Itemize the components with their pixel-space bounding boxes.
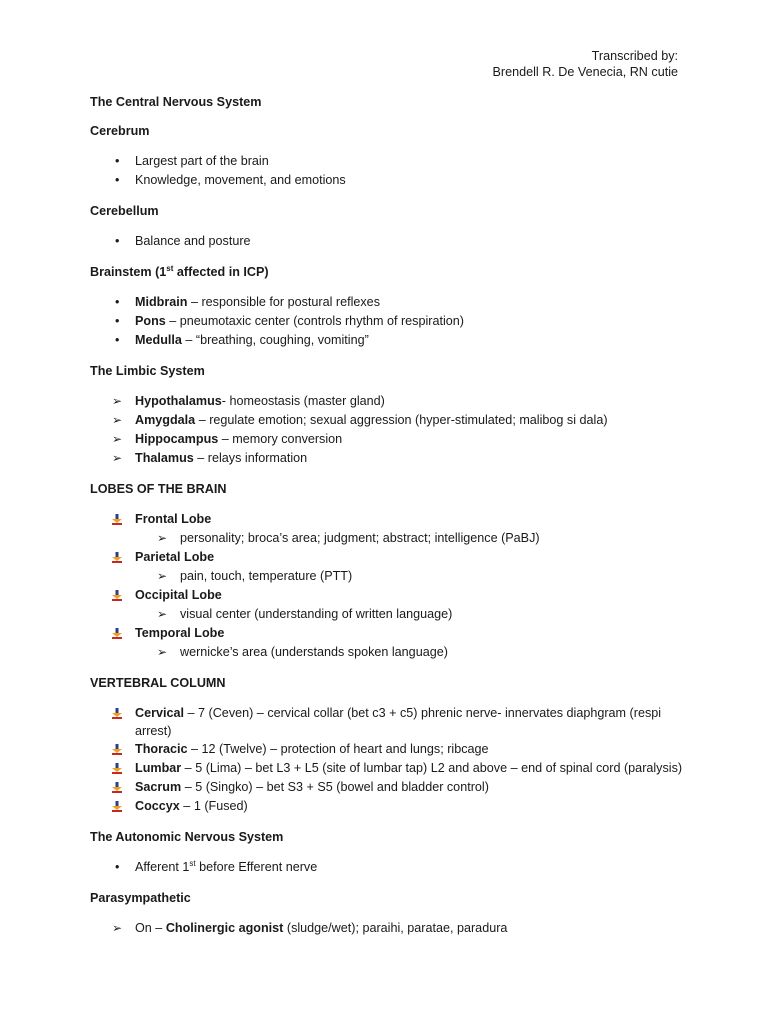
term: Temporal Lobe: [135, 626, 225, 640]
desc: – 5 (Lima) – bet L3 + L5 (site of lumbar tap) L2 and above – end of spinal cord (paralysis): [181, 761, 683, 775]
desc: – 7 (Ceven) – cervical collar (bet c3 + c5) phrenic nerve- innervates diaphgram (respi arrest): [135, 706, 662, 738]
list-item: [90, 293, 690, 312]
list-item: [90, 797, 690, 816]
list-item: • Knowledge, movement, and emotions: [90, 171, 690, 190]
ans-text-a: Afferent 1: [135, 860, 190, 874]
heading-cerebrum: Cerebrum: [90, 124, 150, 138]
term: Hippocampus: [135, 432, 219, 446]
term: Coccyx: [135, 799, 180, 813]
desc: – pneumotaxic center (controls rhythm of respiration): [165, 314, 464, 328]
desc: – “breathing, coughing, vomiting”: [181, 333, 369, 347]
notes-content: [90, 94, 690, 951]
sub-item: ➢ pain, touch, temperature (PTT): [90, 567, 690, 586]
term: Occipital Lobe: [135, 588, 222, 602]
term: Pons: [135, 314, 166, 328]
brainstem-list: [90, 293, 690, 350]
desc: – 5 (Singko) – bet S3 + S5 (bowel and bladder control): [181, 780, 489, 794]
list-item: [90, 858, 690, 877]
term: Amygdala: [135, 413, 196, 427]
term: Cholinergic agonist: [165, 921, 284, 935]
list-item: [90, 778, 690, 797]
transcriber-name: Brendell R. De Venecia, RN cutie: [492, 65, 678, 79]
ans-text-sup: st: [189, 858, 196, 868]
transcriber-label: Transcribed by:: [591, 49, 678, 63]
list-item: [90, 586, 690, 605]
transcriber-header: [493, 48, 679, 80]
brainstem-title-sup: st: [166, 263, 174, 273]
ans-text-b: before Efferent nerve: [195, 860, 318, 874]
desc: – relays information: [193, 451, 308, 465]
list-item: [90, 312, 690, 331]
term: Parietal Lobe: [135, 550, 215, 564]
term: Sacrum: [135, 780, 182, 794]
list-item: [90, 411, 690, 430]
term: Thalamus: [135, 451, 194, 465]
bullet-arrow-icon: [112, 801, 123, 812]
bullet-arrow-icon: [112, 763, 123, 774]
desc: - homeostasis (master gland): [221, 394, 385, 408]
vertebral-list: [90, 704, 690, 816]
section-title-lobes: LOBES OF THE BRAIN: [90, 482, 227, 496]
list-item: [90, 624, 690, 643]
cerebellum-list: [90, 232, 690, 251]
term: Medulla: [135, 333, 182, 347]
desc: – responsible for postural reflexes: [187, 295, 380, 309]
term: Lumbar: [135, 761, 182, 775]
desc: – 1 (Fused): [179, 799, 248, 813]
parasympathetic-list: [90, 919, 690, 938]
list-item: [90, 331, 690, 350]
heading-cerebellum: Cerebellum: [90, 204, 159, 218]
section-title-vertebral: VERTEBRAL COLUMN: [90, 676, 226, 690]
bullet-arrow-icon: [112, 782, 123, 793]
list-item: [90, 759, 690, 778]
list-item: • Largest part of the brain: [90, 152, 690, 171]
sub-item: ➢ personality; broca’s area; judgment; abstract; intelligence (PaBJ): [90, 529, 690, 548]
term: Hypothalamus: [135, 394, 222, 408]
desc: – memory conversion: [218, 432, 343, 446]
list-item: [90, 392, 690, 411]
list-item: [90, 430, 690, 449]
brainstem-title-a: Brainstem (1: [90, 265, 167, 279]
list-item: • Balance and posture: [90, 232, 690, 251]
section-title-ans: The Autonomic Nervous System: [90, 830, 284, 844]
list-item: [90, 548, 690, 567]
desc: – regulate emotion; sexual aggression (hyper-stimulated; malibog si dala): [195, 413, 608, 427]
lobes-list: [90, 510, 690, 662]
bullet-arrow-icon: [112, 590, 123, 601]
sub-item: ➢ wernicke’s area (understands spoken language): [90, 643, 690, 662]
heading-brainstem: [90, 264, 690, 280]
term: Frontal Lobe: [135, 512, 212, 526]
list-item: [90, 740, 690, 759]
term: Cervical: [135, 706, 185, 720]
list-item: [90, 704, 690, 740]
bullet-arrow-icon: [112, 628, 123, 639]
term: Midbrain: [135, 295, 188, 309]
heading-parasympathetic: Parasympathetic: [90, 891, 191, 905]
desc: – 12 (Twelve) – protection of heart and lungs; ribcage: [187, 742, 489, 756]
bullet-arrow-icon: [112, 708, 123, 719]
section-title-limbic: The Limbic System: [90, 364, 205, 378]
list-item: [90, 449, 690, 468]
list-item: [90, 510, 690, 529]
prefix: On –: [135, 921, 166, 935]
cerebrum-list: [90, 152, 690, 190]
bullet-arrow-icon: [112, 744, 123, 755]
desc: (sludge/wet); paraihi, paratae, paradura: [283, 921, 508, 935]
term: Thoracic: [135, 742, 188, 756]
bullet-arrow-icon: [112, 514, 123, 525]
limbic-list: [90, 392, 690, 468]
sub-item: ➢ visual center (understanding of written language): [90, 605, 690, 624]
list-item: [90, 919, 690, 938]
ans-list: [90, 858, 690, 877]
brainstem-title-b: affected in ICP): [173, 265, 269, 279]
section-title-cns: The Central Nervous System: [90, 95, 262, 109]
bullet-arrow-icon: [112, 552, 123, 563]
